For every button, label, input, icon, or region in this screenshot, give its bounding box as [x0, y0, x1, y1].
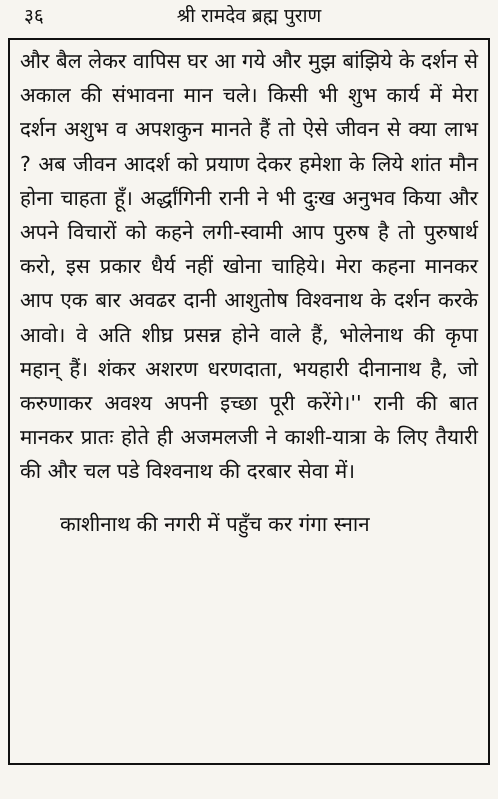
body-text	[20, 44, 478, 541]
page-header	[0, 0, 498, 34]
paragraph-2: काशीनाथ की नगरी में पहुँच कर गंगा स्नान	[60, 511, 370, 536]
running-title: श्री रामदेव ब्रह्म पुराण	[176, 5, 322, 27]
paragraph-1: और बैल लेकर वापिस घर आ गये और मुझ बांझिये के दर्शन से अकाल की संभावना मान चले। किसी भी शुभ कार्य में मेरा दर्शन अशुभ व अपशकुन मानते हैं तो ऐसे जीवन से क्या लाभ ? अब जीवन आदर्श को प्रयाण देकर हमेशा के लिये शांत मौन होना चाहता हूँ। अर्द्धांगिनी रानी ने भी दुःख अनुभव किया और अपने विचारों को कहने लगी-स्वामी आप पुरुष है तो पुरुषार्थ करो, इस प्रकार धैर्य नहीं खोना चाहिये। मेरा कहना मानकर आप एक बार अवढर दानी आशुतोष विश्वनाथ के दर्शन करके आवो। वे अति शीघ्र प्रसन्न होने वाले हैं, भोलेनाथ की कृपा महान् हैं। शंकर अशरण धरणदाता, भयहारी दीनानाथ है, जो करुणाकर अवश्य अपनी इच्छा पूरी करेंगे।'' रानी की बात मानकर प्रातः होते ही अजमलजी ने काशी-यात्रा के लिए तैयारी की और चल पडे विश्वनाथ की दरबार सेवा में।	[20, 49, 478, 484]
page-number: ३६	[24, 5, 44, 27]
